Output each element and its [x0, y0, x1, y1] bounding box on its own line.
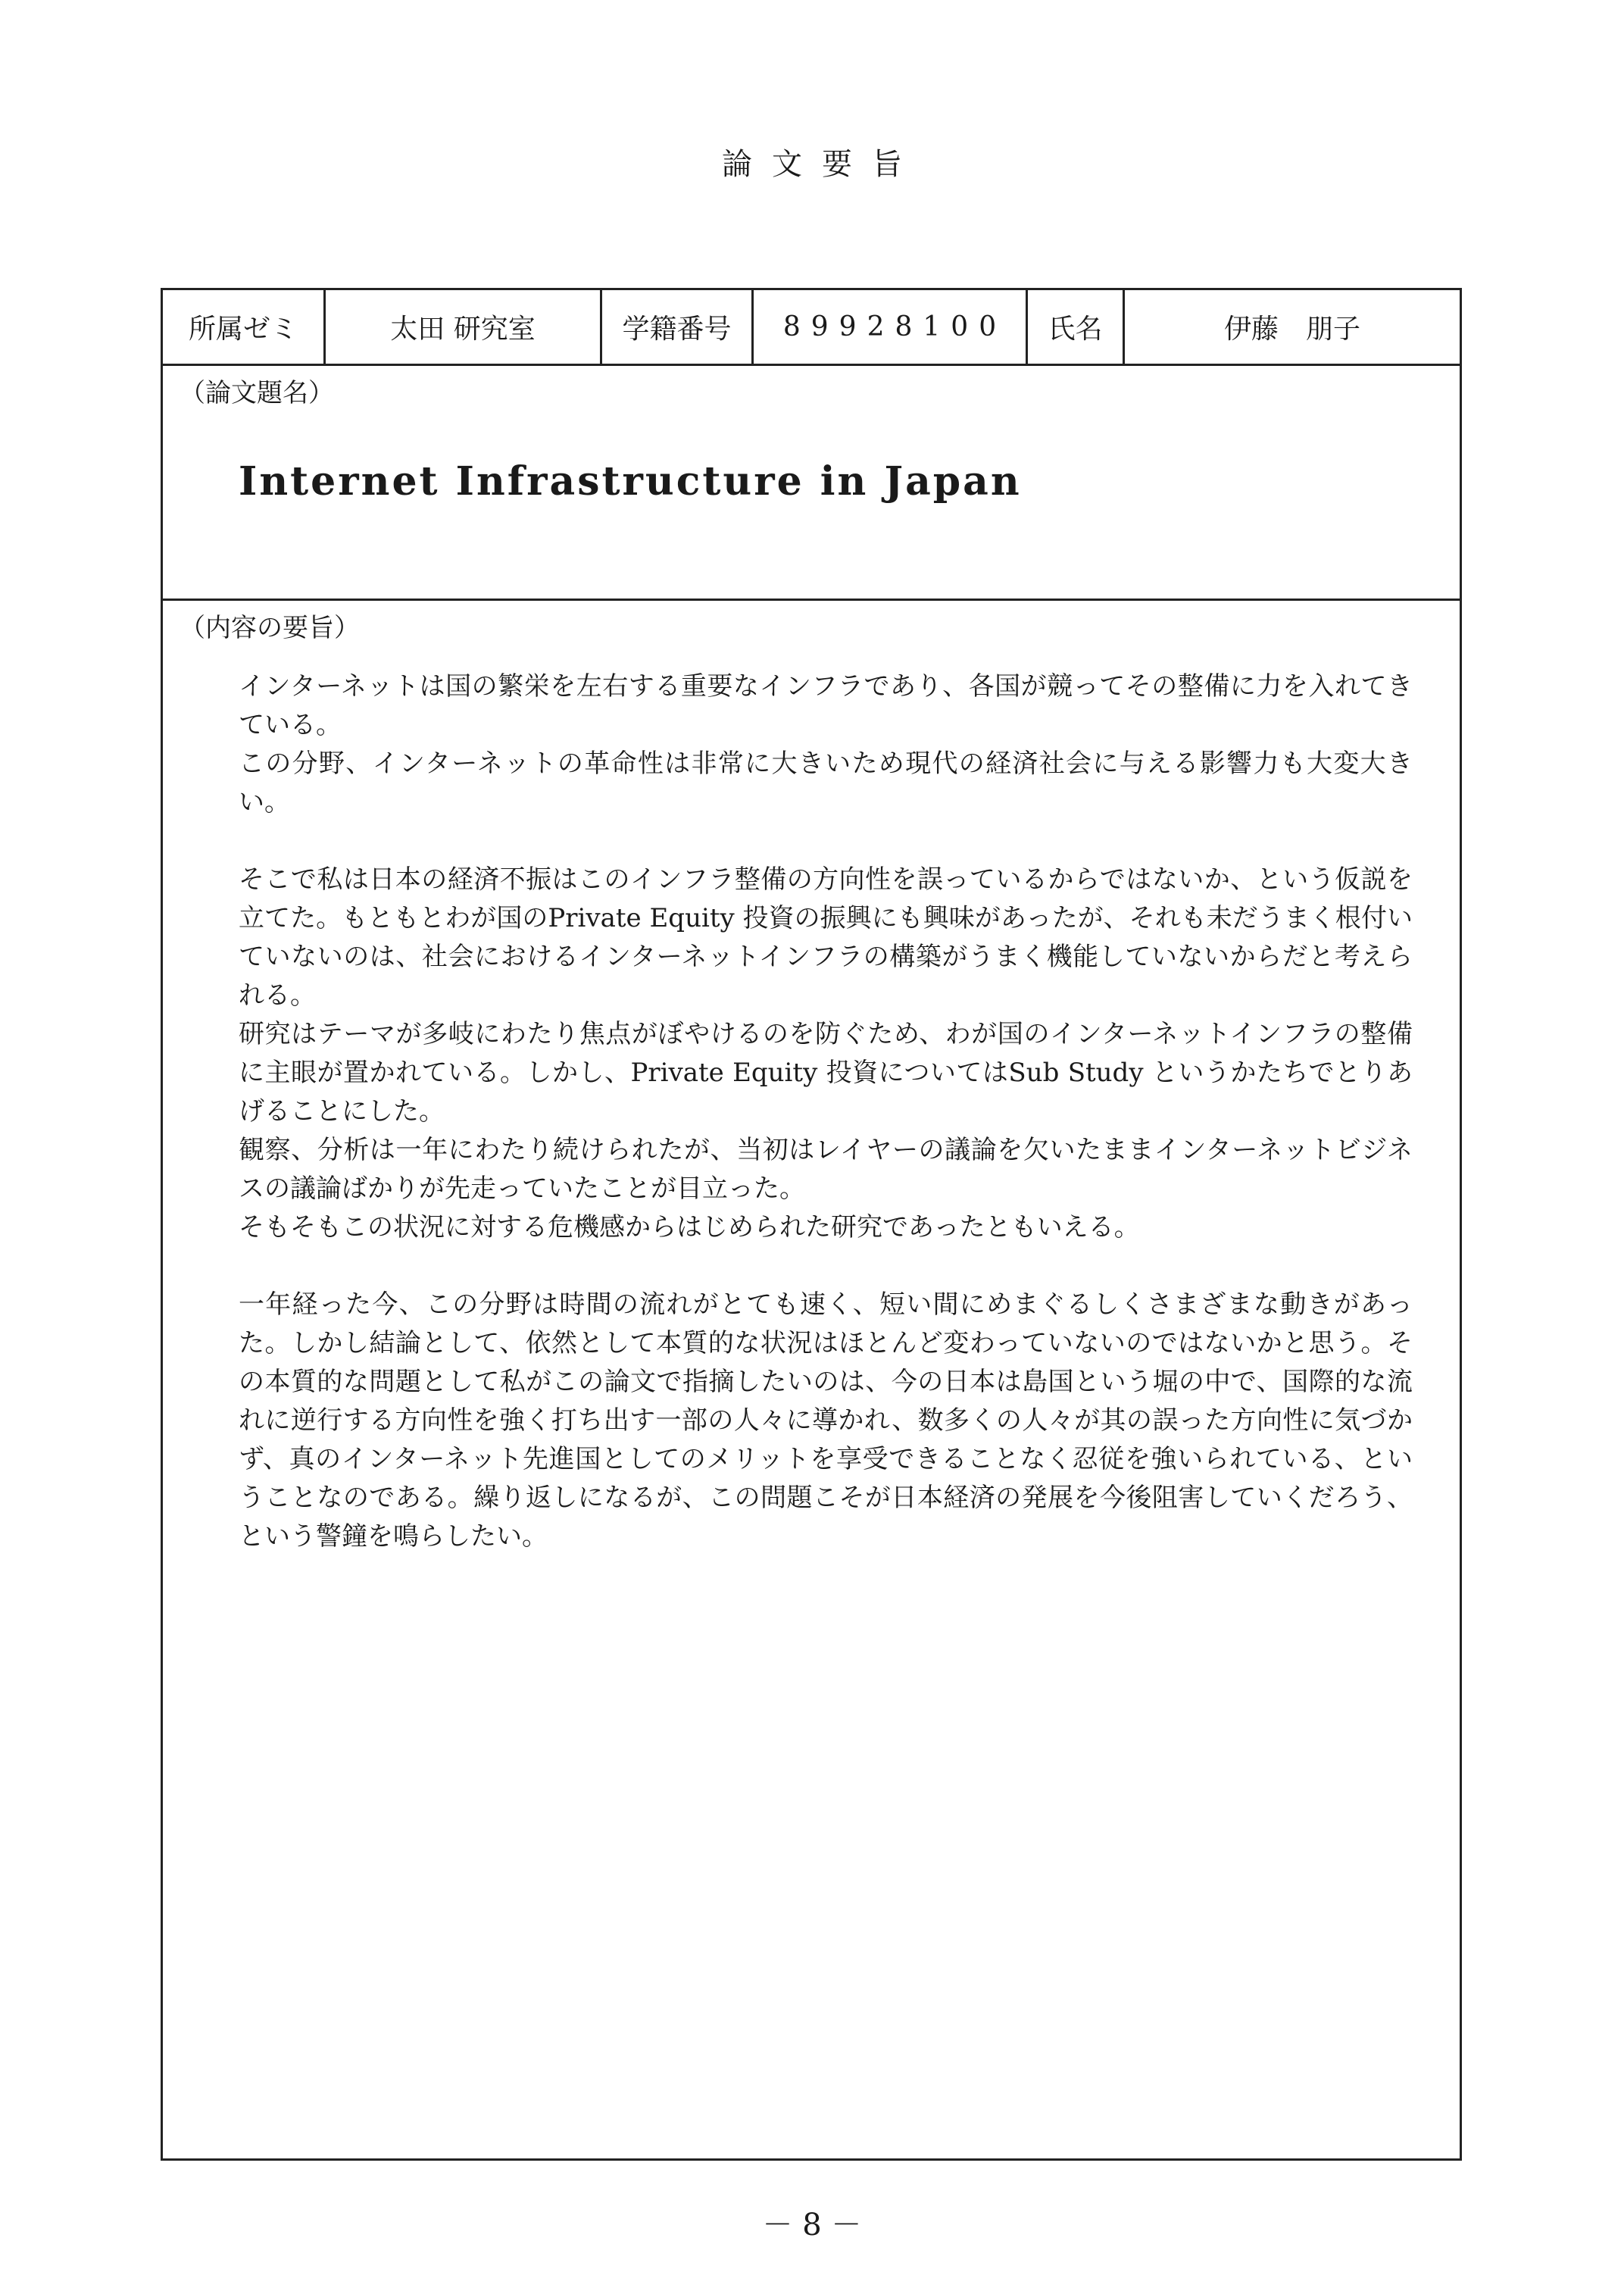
student-id-label: 学籍番号 [602, 290, 754, 364]
seminar-value: 太田 研究室 [326, 290, 602, 364]
summary-body [239, 667, 1413, 1556]
header-row [163, 290, 1460, 366]
summary-paragraph: インターネットは国の繁栄を左右する重要なインフラであり、各国が競ってその整備に力を入れてきている。 [239, 671, 1413, 740]
summary-paragraph: 観察、分析は一年にわたり続けられたが、当初はレイヤーの議論を欠いたままインターネットビジネスの議論ばかりが先走っていたことが目立った。 [239, 1135, 1413, 1204]
seminar-label: 所属ゼミ [163, 290, 326, 364]
thesis-title: Internet Infrastructure in Japan [239, 458, 1022, 505]
summary-label: （内容の要旨） [180, 613, 360, 643]
thesis-title-label: （論文題名） [180, 378, 334, 408]
summary-paragraph: 研究はテーマが多岐にわたり焦点がぼやけるのを防ぐため、わが国のインターネットインフラの整備に主眼が置かれている。しかし、Private Equity 投資についてはSub Study というかたちでとりあげることにした。 [239, 1019, 1413, 1127]
abstract-form [161, 288, 1462, 2161]
summary-paragraph: そこで私は日本の経済不振はこのインフラ整備の方向性を誤っているからではないか、という仮説を立てた。もともとわが国のPrivate Equity 投資の振興にも興味があったが、それも未だうまく根付いていないのは、社会におけるインターネットインフラの構築がうまく機能していないからだと考えられる。 [239, 864, 1413, 1011]
student-id-value: 89928100 [754, 290, 1028, 364]
summary-paragraph: そもそもこの状況に対する危機感からはじめられた研究であったともいえる。 [239, 1212, 1140, 1242]
summary-paragraph: この分野、インターネットの革命性は非常に大きいため現代の経済社会に与える影響力も大変大きい。 [239, 749, 1413, 817]
page-number: － 8 － [762, 2208, 862, 2243]
summary-paragraph: 一年経った今、この分野は時間の流れがとても速く、短い間にめまぐるしくさまざまな動きがあった。しかし結論として、依然として本質的な状況はほとんど変わっていないのではないかと思う。その本質的な問題として私がこの論文で指摘したいのは、今の日本は島国という堀の中で、国際的な流れに逆行する方向性を強く打ち出す一部の人々に導かれ、数多くの人々が其の誤った方向性に気づかず、真のインターネット先進国としてのメリットを享受できることなく忍従を強いられている、ということなのである。繰り返しになるが、この問題こそが日本経済の発展を今後阻害していくだろう、という警鐘を鳴らしたい。 [239, 1289, 1413, 1552]
thesis-title-section [163, 366, 1460, 601]
name-label: 氏名 [1028, 290, 1125, 364]
name-value: 伊藤 朋子 [1223, 314, 1360, 345]
page-title: 論文要旨 [722, 147, 922, 182]
